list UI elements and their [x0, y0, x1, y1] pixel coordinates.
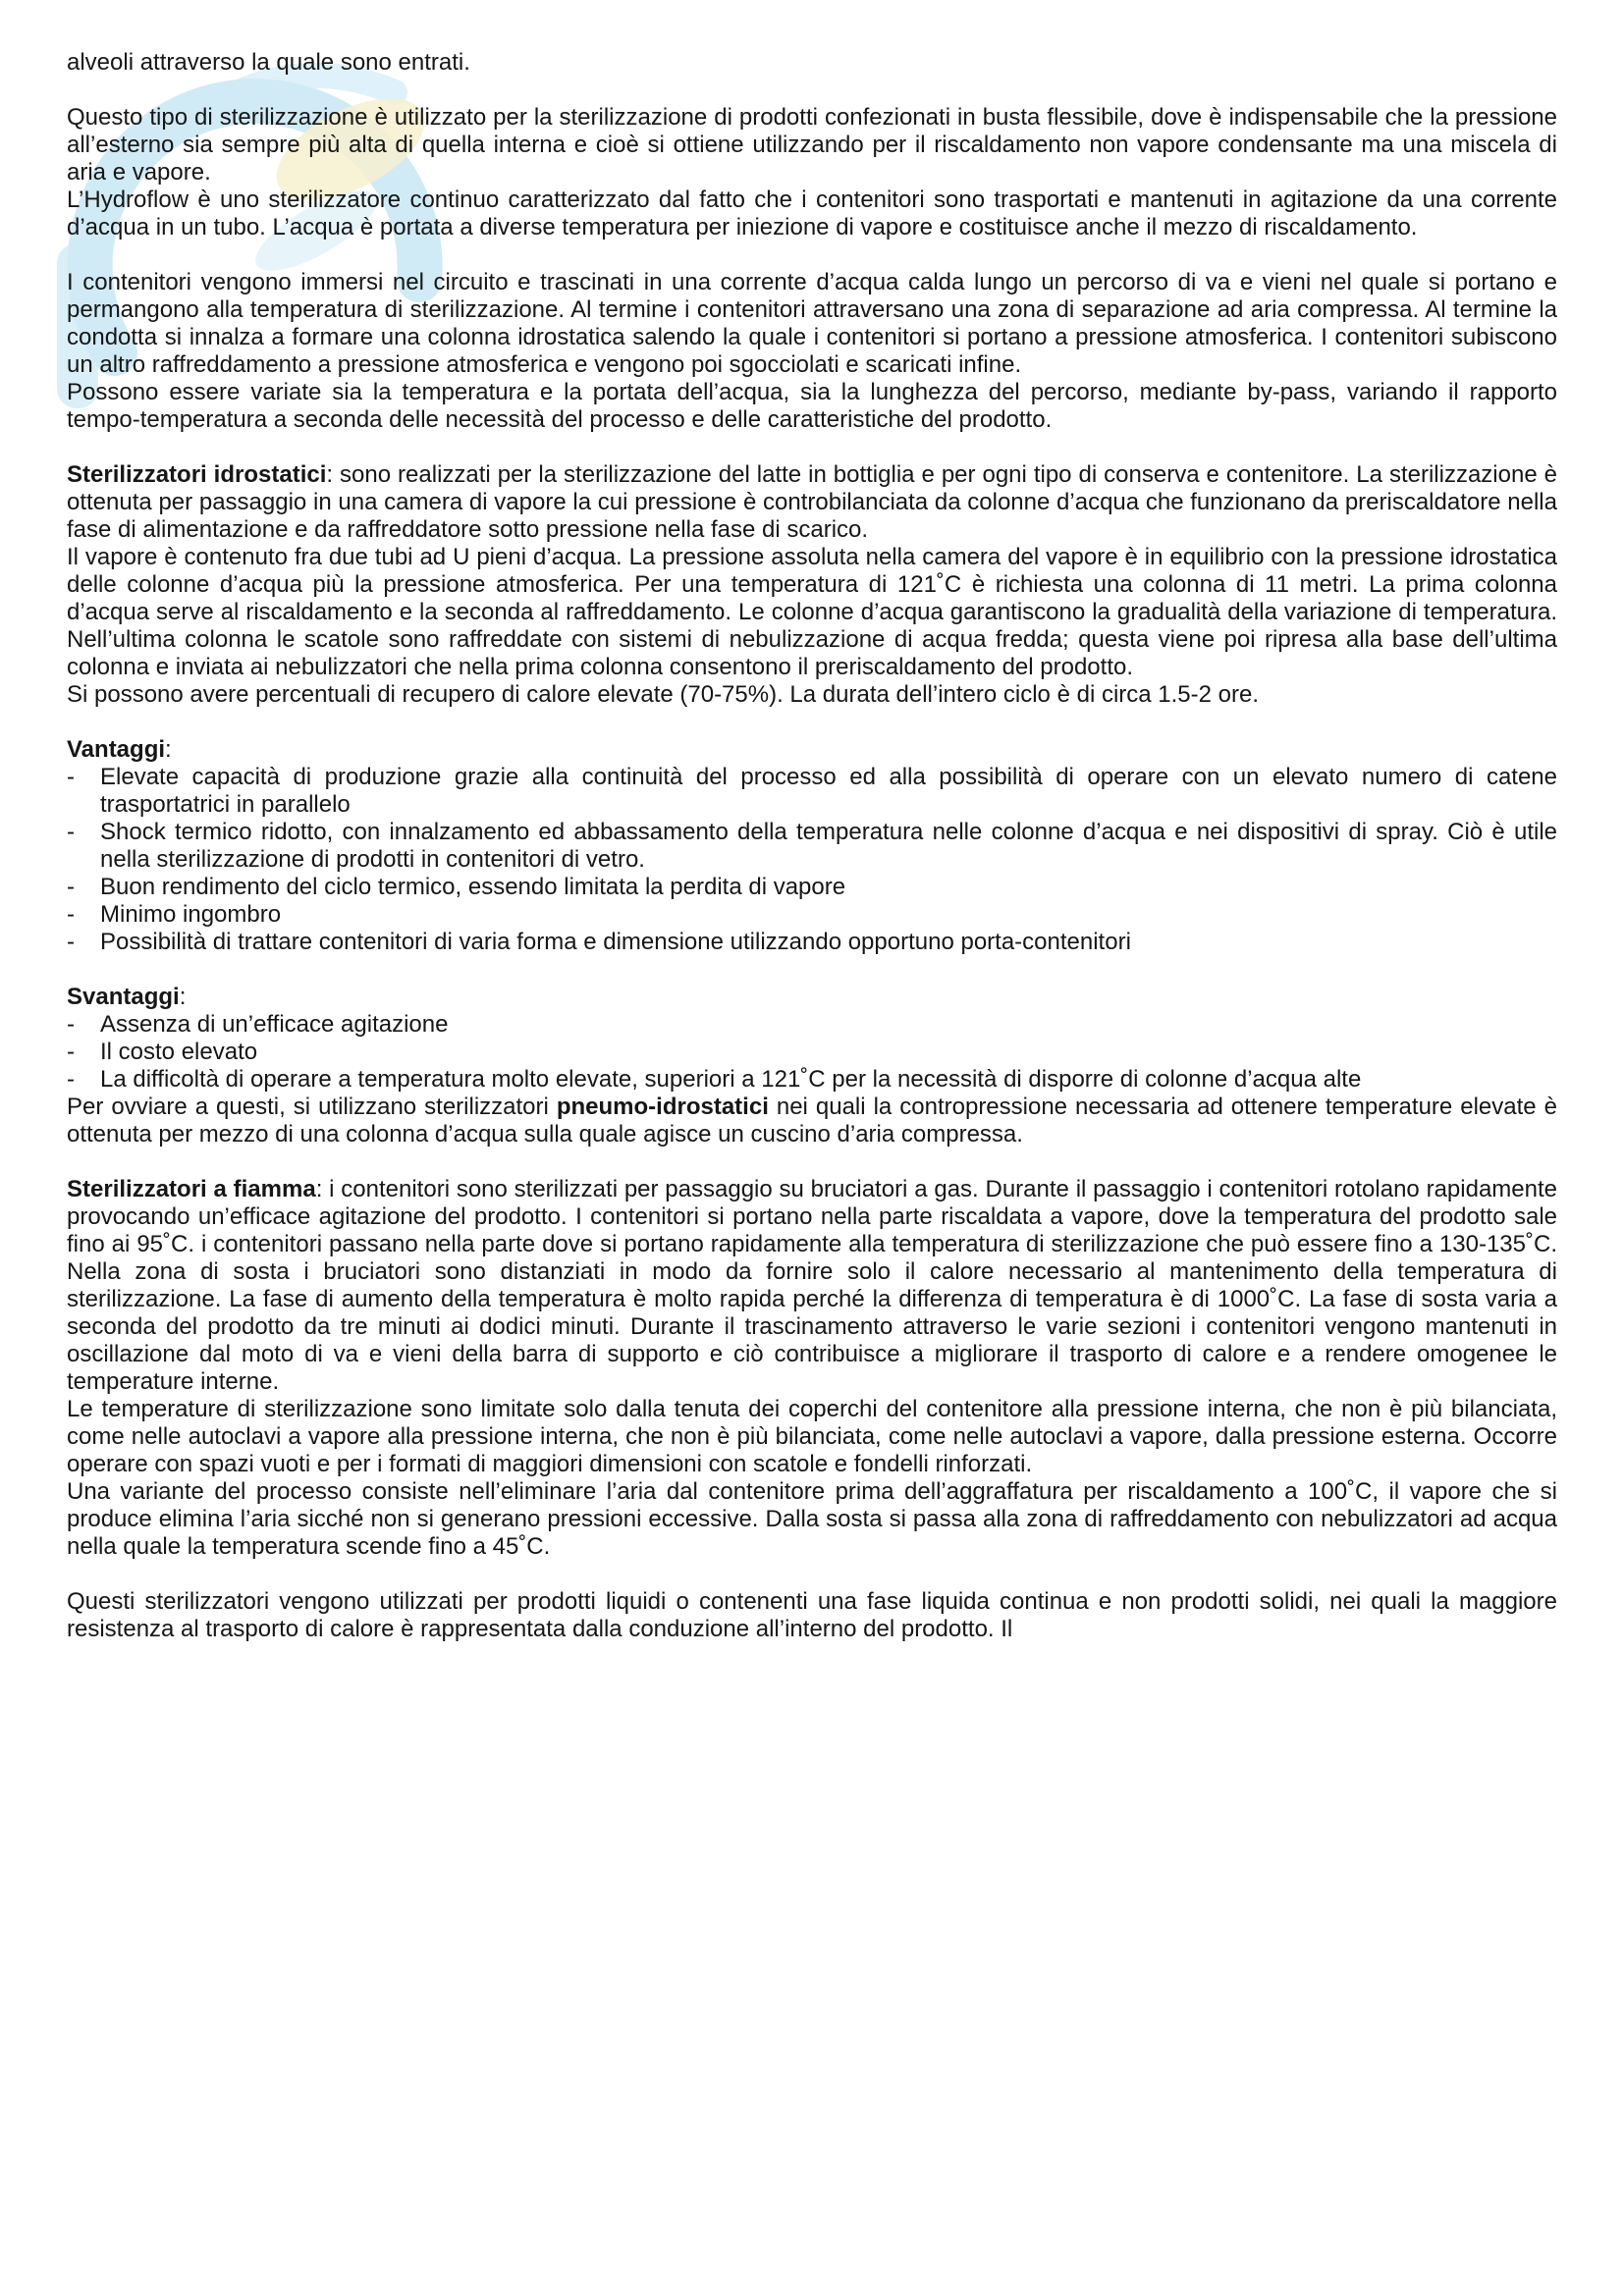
- blank-line: [67, 241, 1557, 269]
- heading-svantaggi: [67, 984, 1557, 1011]
- paragraph-variante-processo: Una variante del processo consiste nell’eliminare l’aria dal contenitore prima dell’aggraffatura per riscaldamento a 100˚C, il vapore che si produce elimina l’aria sicché non si generano pressioni eccessive. Dalla sosta si passa alla zona di raffreddamento con nebulizzatori ad acqua nella quale la temperatura scende fino a 45˚C.: [67, 1478, 1557, 1560]
- list-item-text: Assenza di un’efficace agitazione: [100, 1011, 449, 1038]
- list-item-text: Il costo elevato: [100, 1039, 258, 1065]
- paragraph-circuito: I contenitori vengono immersi nel circuito e trascinati in una corrente d’acqua calda lungo un percorso di va e vieni nel quale si portano e permangono alla temperatura di sterilizzazione. Al termine i contenitori attraversano una zona di separazione ad aria compressa. Al termine la condotta si innalza a formare una colonna idrostatica salendo la quale i contenitori si portano a pressione atmosferica. I contenitori subiscono un altro raffreddamento a pressione atmosferica e vengono poi sgocciolati e scaricati infine.: [67, 269, 1557, 378]
- dash-bullet: -: [67, 929, 75, 955]
- list-item: [67, 1011, 1557, 1039]
- list-item: [67, 1066, 1557, 1094]
- run-in-heading-fiamma: Sterilizzatori a fiamma: [67, 1176, 316, 1202]
- dash-bullet: -: [67, 819, 75, 845]
- paragraph-temperature-limitate: Le temperature di sterilizzazione sono limitate solo dalla tenuta dei coperchi del contenitore alla pressione interna, che non è più bilanciata, come nelle autoclavi a vapore alla pressione interna, che non è più bilanciata, come nelle autoclavi a vapore, dalla pressione esterna. Occorre operare con spazi vuoti e per i formati di maggiori dimensioni con scatole e fondelli rinforzati.: [67, 1396, 1557, 1477]
- list-item: [67, 764, 1557, 819]
- paragraph-possono-variate: Possono essere variate sia la temperatura e la portata dell’acqua, sia la lunghezza del percorso, mediante by-pass, variando il rapporto tempo-temperatura a seconda delle necessità del processo e delle caratteristiche del prodotto.: [67, 379, 1557, 433]
- paragraph-pneumo-idrostatici: [67, 1094, 1557, 1148]
- paragraph-text: : i contenitori sono sterilizzati per passaggio su bruciatori a gas. Durante il passaggio i contenitori rotolano rapidamente provocando un’efficace agitazione del prodotto. I contenitori si portano nella parte riscaldata a vapore, dove la temperatura del prodotto sale fino ai 95˚C. i contenitori passano nella parte dove si portano rapidamente alla temperatura di sterilizzazione che può essere fino a 130-135˚C. Nella zona di sosta i bruciatori sono distanziati in modo da fornire solo il calore necessario al mantenimento della temperatura di sterilizzazione. La fase di aumento della temperatura è molto rapida perché la differenza di temperatura è di 1000˚C. La fase di sosta varia a seconda del prodotto da tre minuti ai dodici minuti. Durante il trascinamento attraverso le varie sezioni i contenitori vengono mantenuti in oscillazione dal moto di va e vieni della barra di supporto e ciò contribuisce a migliorare il trasporto di calore e a rendere omogenee le temperature interne.: [67, 1176, 1557, 1395]
- list-item: [67, 901, 1557, 929]
- paragraph-alveoli: alveoli attraverso la quale sono entrati.: [67, 49, 470, 76]
- paragraph-finale: Questi sterilizzatori vengono utilizzati per prodotti liquidi o contenenti una fase liquida continua e non prodotti solidi, nei quali la maggiore resistenza al trasporto di calore è rappresentata dalla conduzione all’interno del prodotto. Il: [67, 1588, 1557, 1642]
- list-item: [67, 929, 1557, 956]
- list-item: [67, 874, 1557, 901]
- list-item-text: La difficoltà di operare a temperatura molto elevate, superiori a 121˚C per la necessità di disporre di colonne d’acqua alte: [100, 1066, 1362, 1093]
- list-item-text: Buon rendimento del ciclo termico, essendo limitata la perdita di vapore: [100, 874, 846, 900]
- blank-line: [67, 434, 1557, 461]
- paragraph-sterilizzatori-idrostatici: [67, 461, 1557, 544]
- paragraph-text: Per ovviare a questi, si utilizzano sterilizzatori: [67, 1094, 557, 1120]
- list-item-text: Possibilità di trattare contenitori di varia forma e dimensione utilizzando opportuno porta-contenitori: [100, 929, 1131, 955]
- blank-line: [67, 956, 1557, 984]
- blank-line: [67, 77, 1557, 104]
- list-item-text: Minimo ingombro: [100, 901, 282, 928]
- paragraph-text: nei quali la contropressione necessaria ad ottenere temperature elevate è ottenuta per mezzo di una colonna d’acqua sulla quale agisce un cuscino d’aria compressa.: [67, 1094, 1557, 1148]
- dash-bullet: -: [67, 1011, 75, 1038]
- list-item: [67, 819, 1557, 874]
- run-in-heading-idrostatici: Sterilizzatori idrostatici: [67, 461, 327, 488]
- dash-bullet: -: [67, 764, 75, 790]
- heading-vantaggi: [67, 736, 1557, 764]
- list-item-text: Elevate capacità di produzione grazie alla continuità del processo ed alla possibilità di operare con un elevato numero di catene trasportatrici in parallelo: [100, 764, 1557, 818]
- heading-colon: :: [165, 736, 172, 763]
- paragraph-hydroflow: L’Hydroflow è uno sterilizzatore continuo caratterizzato dal fatto che i contenitori sono trasportati e mantenuti in agitazione da una corrente d’acqua in un tubo. L’acqua è portata a diverse temperatura per iniezione di vapore e costituisce anche il mezzo di riscaldamento.: [67, 187, 1557, 240]
- list-item: [67, 1039, 1557, 1066]
- blank-line: [67, 1148, 1557, 1176]
- heading-svantaggi-label: Svantaggi: [67, 984, 180, 1010]
- paragraph-sterilizzatori-fiamma: [67, 1176, 1557, 1396]
- run-in-bold-pneumo: pneumo-idrostatici: [556, 1094, 769, 1120]
- svantaggi-list: [67, 1011, 1557, 1094]
- dash-bullet: -: [67, 874, 75, 900]
- paragraph-text: : sono realizzati per la sterilizzazione del latte in bottiglia e per ogni tipo di conserva e contenitore. La sterilizzazione è ottenuta per passaggio in una camera di vapore la cui pressione è controbilanciata da colonne d’acqua che funzionano da preriscaldatore nella fase di alimentazione e da raffreddatore sotto pressione nella fase di scarico.: [67, 461, 1557, 543]
- paragraph-busta-flessibile: Questo tipo di sterilizzazione è utilizzato per la sterilizzazione di prodotti confezionati in busta flessibile, dove è indispensabile che la pressione all’esterno sia sempre più alta di quella interna e cioè si ottiene utilizzando per il riscaldamento non vapore condensante ma una miscela di aria e vapore.: [67, 104, 1557, 186]
- paragraph-recupero-calore: Si possono avere percentuali di recupero di calore elevate (70-75%). La durata dell’intero ciclo è di circa 1.5-2 ore.: [67, 681, 1260, 708]
- paragraph-vapore-tubi-u: Il vapore è contenuto fra due tubi ad U pieni d’acqua. La pressione assoluta nella camera del vapore è in equilibrio con la pressione idrostatica delle colonne d’acqua più la pressione atmosferica. Per una temperatura di 121˚C è richiesta una colonna di 11 metri. La prima colonna d’acqua serve al riscaldamento e la seconda al raffreddamento. Le colonne d’acqua garantiscono la gradualità della variazione di temperatura. Nell’ultima colonna le scatole sono raffreddate con sistemi di nebulizzazione di acqua fredda; questa viene poi ripresa alla base dell’ultima colonna e inviata ai nebulizzatori che nella prima colonna consentono il preriscaldamento del prodotto.: [67, 544, 1557, 680]
- dash-bullet: -: [67, 1039, 75, 1065]
- list-item-text: Shock termico ridotto, con innalzamento ed abbassamento della temperatura nelle colonne d’acqua e nei dispositivi di spray. Ciò è utile nella sterilizzazione di prodotti in contenitori di vetro.: [100, 819, 1557, 873]
- blank-line: [67, 709, 1557, 736]
- blank-line: [67, 1561, 1557, 1588]
- dash-bullet: -: [67, 901, 75, 928]
- dash-bullet: -: [67, 1066, 75, 1093]
- heading-colon: :: [179, 984, 187, 1010]
- vantaggi-list: [67, 764, 1557, 956]
- heading-vantaggi-label: Vantaggi: [67, 736, 166, 763]
